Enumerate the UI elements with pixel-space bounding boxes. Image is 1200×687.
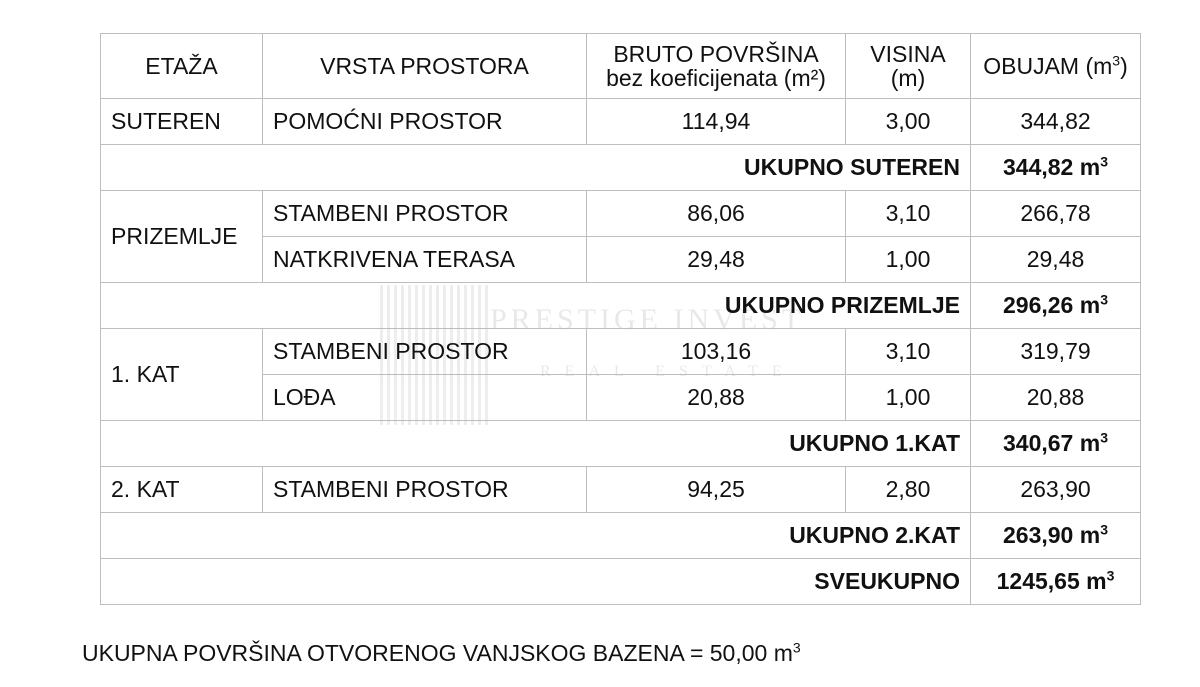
space-type: NATKRIVENA TERASA (263, 237, 587, 283)
floor-name-suteren: SUTEREN (101, 99, 263, 145)
floor-name-2-kat: 2. KAT (101, 467, 263, 513)
volume-value: 263,90 (971, 467, 1141, 513)
volume-value: 20,88 (971, 375, 1141, 421)
subtotal-row-suteren (101, 145, 1141, 191)
subtotal-value: 344,82 $m^3$ (971, 145, 1141, 191)
table-row (101, 191, 1141, 237)
header-vrsta-prostora: VRSTA PROSTORA (263, 34, 587, 99)
watermark-subtitle: REAL ESTATE (540, 363, 796, 380)
subtotal-row-prizemlje (101, 283, 1141, 329)
header-obujam: OBUJAM $(m^3)$ (971, 34, 1141, 99)
space-type: STAMBENI PROSTOR (263, 329, 587, 375)
header-bruto-povrsina: BRUTO POVRŠINA bez koeficijenata (m²) (587, 34, 846, 99)
area-value: 94,25 (587, 467, 846, 513)
volume-table (100, 33, 1141, 605)
floor-name-prizemlje: PRIZEMLJE (101, 191, 263, 283)
subtotal-value: 340,67 $m^3$ (971, 421, 1141, 467)
pool-area-note: UKUPNA POVRŠINA OTVORENOG VANJSKOG BAZENA = 50,00 $m^3$ (82, 639, 801, 666)
area-value: 114,94 (587, 99, 846, 145)
subtotal-row-2-kat (101, 513, 1141, 559)
subtotal-value: 263,90 $m^3$ (971, 513, 1141, 559)
grand-total-row (101, 559, 1141, 605)
header-visina: VISINA (m) (846, 34, 971, 99)
subtotal-value: 296,26 $m^3$ (971, 283, 1141, 329)
grand-total-value: 1245,65 $m^3$ (971, 559, 1141, 605)
height-value: 1,00 (846, 237, 971, 283)
area-value: 29,48 (587, 237, 846, 283)
space-type: POMOĆNI PROSTOR (263, 99, 587, 145)
floor-name-1-kat: 1. KAT (101, 329, 263, 421)
volume-value: 344,82 (971, 99, 1141, 145)
grand-total-label: SVEUKUPNO (101, 559, 971, 605)
subtotal-label: UKUPNO 2.KAT (101, 513, 971, 559)
area-value: 20,88 (587, 375, 846, 421)
area-value: 86,06 (587, 191, 846, 237)
space-type: LOĐA (263, 375, 587, 421)
volume-value: 319,79 (971, 329, 1141, 375)
table-header-row (101, 34, 1141, 99)
height-value: 3,00 (846, 99, 971, 145)
height-value: 2,80 (846, 467, 971, 513)
header-etaza: ETAŽA (101, 34, 263, 99)
table-row (101, 329, 1141, 375)
height-value: 1,00 (846, 375, 971, 421)
table-row (101, 99, 1141, 145)
table-row (101, 467, 1141, 513)
space-type: STAMBENI PROSTOR (263, 191, 587, 237)
space-type: STAMBENI PROSTOR (263, 467, 587, 513)
volume-value: 266,78 (971, 191, 1141, 237)
subtotal-label: UKUPNO 1.KAT (101, 421, 971, 467)
area-value: 103,16 (587, 329, 846, 375)
height-value: 3,10 (846, 329, 971, 375)
subtotal-label: UKUPNO PRIZEMLJE (101, 283, 971, 329)
subtotal-row-1-kat (101, 421, 1141, 467)
subtotal-label: UKUPNO SUTEREN (101, 145, 971, 191)
watermark-title: PRESTIGE INVEST (490, 303, 805, 336)
volume-value: 29,48 (971, 237, 1141, 283)
height-value: 3,10 (846, 191, 971, 237)
